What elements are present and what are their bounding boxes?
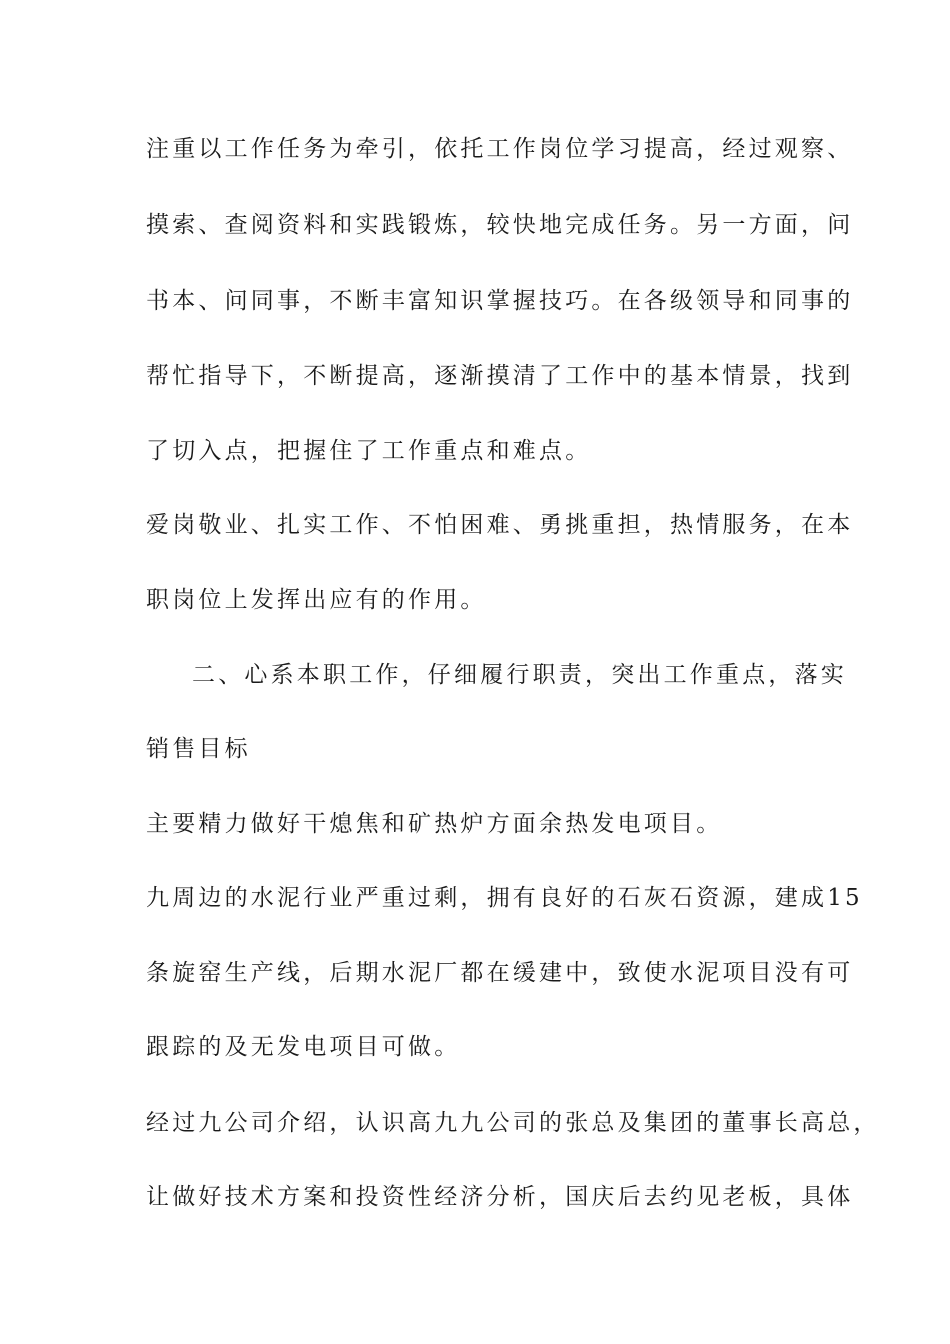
text-line: 爱岗敬业、扎实工作、不怕困难、勇挑重担，热情服务，在本 — [146, 512, 854, 538]
section-heading: 二、心系本职工作，仔细履行职责，突出工作重点，落实 — [192, 662, 847, 688]
text-line: 了切入点，把握住了工作重点和难点。 — [146, 438, 592, 464]
text-line: 经过九公司介绍，认识高九九公司的张总及集团的董事长高总， — [146, 1110, 880, 1136]
text-line: 让做好技术方案和投资性经济分析，国庆后去约见老板，具体 — [146, 1184, 854, 1210]
text-line: 条旋窑生产线，后期水泥厂都在缓建中，致使水泥项目没有可 — [146, 960, 854, 986]
section-heading-continued: 销售目标 — [146, 736, 251, 762]
text-line: 帮忙指导下，不断提高，逐渐摸清了工作中的基本情景，找到 — [146, 363, 854, 389]
text-line: 职岗位上发挥出应有的作用。 — [146, 587, 487, 613]
text-line: 摸索、查阅资料和实践锻炼，较快地完成任务。另一方面，问 — [146, 212, 854, 238]
text-line: 主要精力做好干熄焦和矿热炉方面余热发电项目。 — [146, 811, 723, 837]
text-line: 书本、问同事，不断丰富知识掌握技巧。在各级领导和同事的 — [146, 288, 854, 314]
text-line: 九周边的水泥行业严重过剩，拥有良好的石灰石资源，建成15 — [146, 885, 863, 911]
text-line: 注重以工作任务为牵引，依托工作岗位学习提高，经过观察、 — [146, 136, 854, 162]
text-line: 跟踪的及无发电项目可做。 — [146, 1034, 461, 1060]
